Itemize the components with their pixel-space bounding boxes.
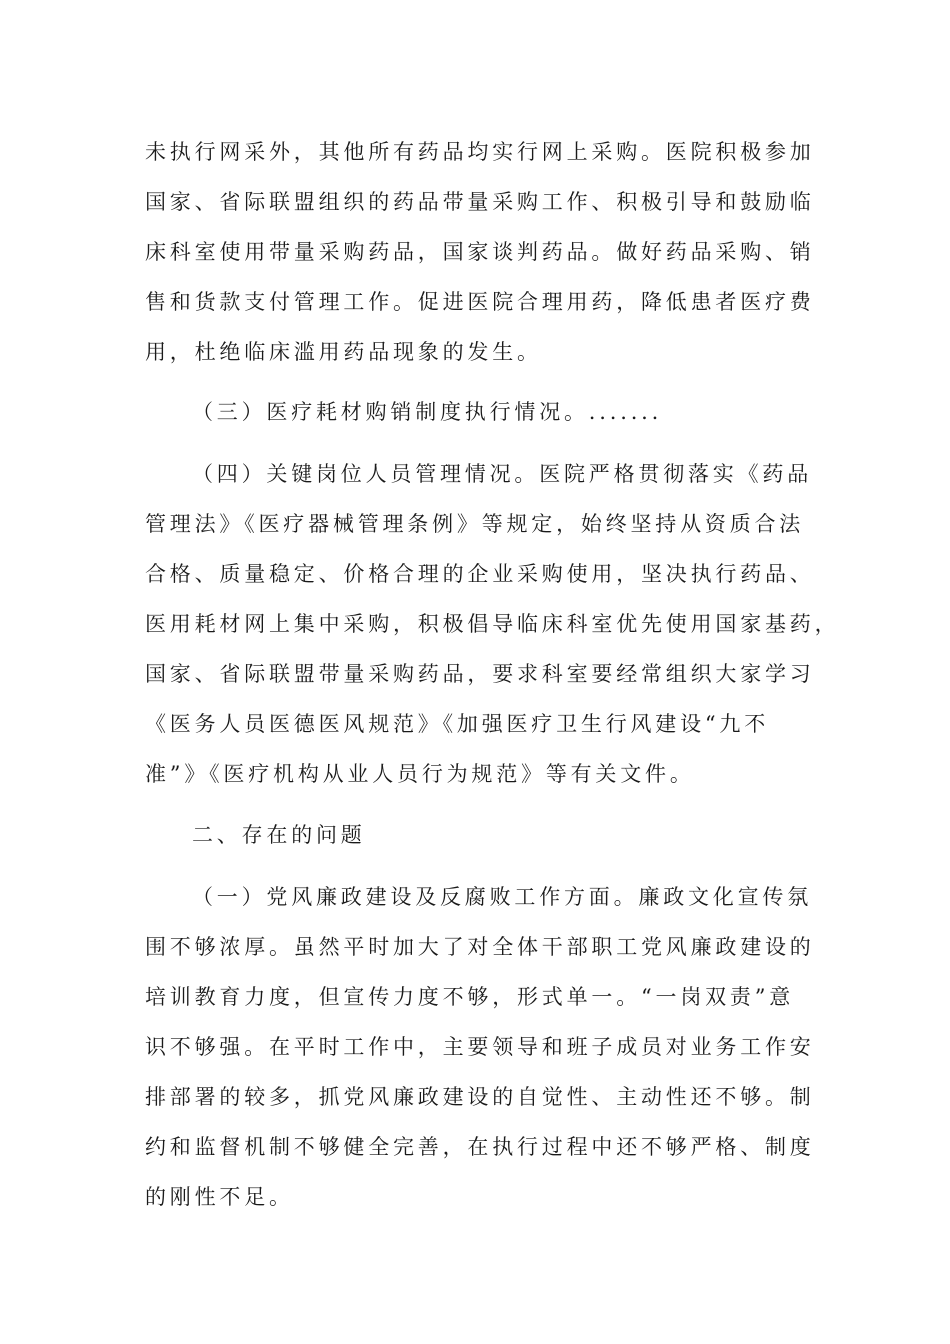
text-line: 约和监督机制不够健全完善，在执行过程中还不够严格、制度 xyxy=(145,1135,815,1159)
section-heading: 二、存在的问题 xyxy=(192,823,366,847)
text-line: 排部署的较多，抓党风廉政建设的自觉性、主动性还不够。制 xyxy=(145,1085,815,1109)
text-line: （三）医疗耗材购销制度执行情况。....... xyxy=(192,400,663,424)
text-line: 培训教育力度，但宣传力度不够，形式单一。“一岗双责”意 xyxy=(145,985,795,1009)
text-line: （一）党风廉政建设及反腐败工作方面。廉政文化宣传氛 xyxy=(192,885,812,909)
text-line: 医用耗材网上集中采购，积极倡导临床科室优先使用国家基药， xyxy=(145,612,840,636)
text-line: 床科室使用带量采购药品，国家谈判药品。做好药品采购、销 xyxy=(145,240,815,264)
text-line: 识不够强。在平时工作中，主要领导和班子成员对业务工作安 xyxy=(145,1035,815,1059)
text-line: 的刚性不足。 xyxy=(145,1185,294,1209)
text-line: 围不够浓厚。虽然平时加大了对全体干部职工党风廉政建设的 xyxy=(145,935,815,959)
text-line: 国家、省际联盟组织的药品带量采购工作、积极引导和鼓励临 xyxy=(145,190,815,214)
text-line: 《医务人员医德医风规范》《加强医疗卫生行风建设“九不 xyxy=(145,712,770,736)
text-line: （四）关键岗位人员管理情况。医院严格贯彻落实《药品 xyxy=(192,462,812,486)
text-line: 合格、质量稳定、价格合理的企业采购使用，坚决执行药品、 xyxy=(145,562,815,586)
text-line: 用，杜绝临床滥用药品现象的发生。 xyxy=(145,340,542,364)
text-line: 管理法》《医疗器械管理条例》等规定，始终坚持从资质合法 xyxy=(145,512,805,536)
text-line: 未执行网采外，其他所有药品均实行网上采购。医院积极参加 xyxy=(145,140,815,164)
text-line: 准”》《医疗机构从业人员行为规范》等有关文件。 xyxy=(145,762,695,786)
text-line: 售和货款支付管理工作。促进医院合理用药，降低患者医疗费 xyxy=(145,290,815,314)
text-line: 国家、省际联盟带量采购药品，要求科室要经常组织大家学习 xyxy=(145,662,815,686)
